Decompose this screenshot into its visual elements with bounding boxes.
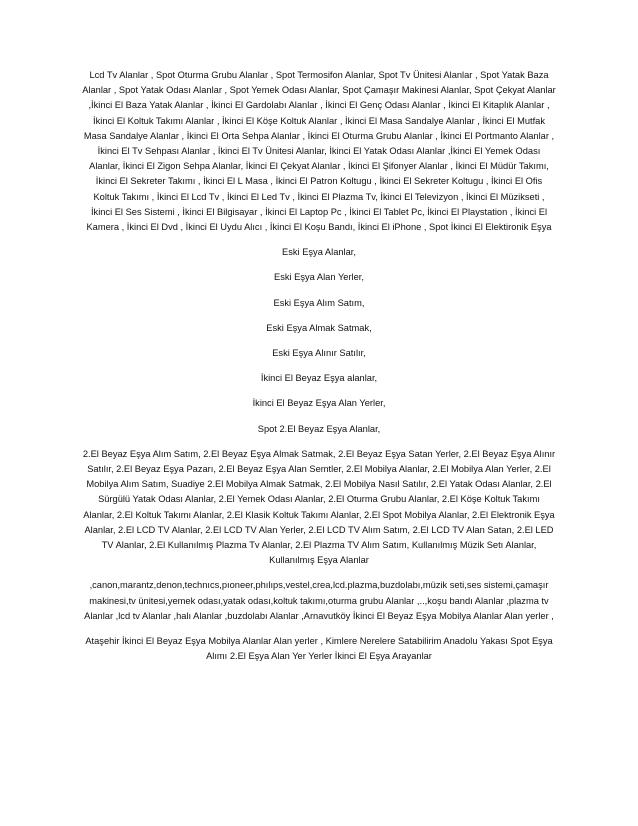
document-page [82, 68, 556, 665]
second-paragraph: 2.El Beyaz Eşya Alım Satım, 2.El Beyaz Eşya Almak Satmak, 2.El Beyaz Eşya Satan Yerler, 2.El Beyaz Eşya Alınır Satılır, 2.El Beyaz Eşya Pazarı, 2.El Beyaz Eşya Alan Semtler, 2.El Mobilya Alanlar, 2.El Mobilya Alan Yerler, 2.El Mobilya Alım Satım, Suadiye 2.El Mobilya Almak Satmak, 2.El Mobilya Nasıl Satılır, 2.El Yatak Odası Alanlar, 2.El Sürgülü Yatak Odası Alanlar, 2.El Yemek Odası Alanlar, 2.El Oturma Grubu Alanlar, 2.El Köşe Koltuk Takımı Alanlar, 2.El Koltuk Takımı Alanlar, 2.El Klasik Koltuk Takımı Alanlar, 2.El Spot Mobilya Alanlar, 2.El Elektronik Eşya Alanlar, 2.El LCD TV Alanlar, 2.El LCD TV Alan Yerler, 2.El LCD TV Alım Satım, 2.El LCD TV Alan Satan, 2.El LED TV Alanlar, 2.El Kullanılmış Plazma Tv Alanlar, 2.El Plazma TV Alım Satım, Kullanılmış Müzik Setı Alanlar, Kullanılmış Eşya Alanlar [82, 448, 556, 566]
heading-line: Eski Eşya Alanlar, [282, 247, 356, 258]
heading-line: Eski Eşya Alan Yerler, [274, 272, 364, 283]
heading-line: İkinci El Beyaz Eşya alanlar, [260, 373, 378, 384]
heading-line: Eski Eşya Alım Satım, [273, 297, 365, 308]
heading-line: Eski Eşya Alınır Satılır, [272, 348, 366, 359]
heading-line: Eski Eşya Almak Satmak, [266, 322, 372, 333]
intro-paragraph: Lcd Tv Alanlar , Spot Oturma Grubu Alanlar , Spot Termosifon Alanlar, Spot Tv Ünitesi Alanlar , Spot Yatak Baza Alanlar , Spot Yatak Odası Alanlar , Spot Yemek Odası Alanlar, Spot Çamaşır Makinesi Alanlar, Spot Çekyat Alanlar ,İkinci El Baza Yatak Alanlar , İkinci El Gardolabı Alanlar , İkinci El Genç Odası Alanlar , İkinci El Kitaplık Alanlar , İkinci El Koltuk Takımı Alanlar , İkinci El Köşe Koltuk Alanlar , İkinci El Masa Sandalye Alanlar , İkinci El Mutfak Masa Sandalye Alanlar , İkinci El Orta Sehpa Alanlar , İkinci El Oturma Grubu Alanlar , İkinci El Portmanto Alanlar , İkinci El Tv Sehpası Alanlar , İkinci El Tv Ünitesi Alanlar, İkinci El Yatak Odası Alanlar ,İkinci El Yemek Odası Alanlar, İkinci El Zigon Sehpa Alanlar, İkinci El Çekyat Alanlar , İkinci El Şifonyer Alanlar , İkinci El Müdür Takımı, İkinci El Sekreter Takımı , İkinci El L Masa , İkinci El Patron Koltugu , İkinci El Sekreter Koltugu , İkinci El Ofis Koltuk Takımı , İkinci El Lcd Tv , İkinci El Led Tv , İkinci El Plazma Tv, İkinci El Televizyon , İkinci El Müzikseti , İkinci El Ses Sistemi , İkinci El Bilgisayar , İkinci El Laptop Pc , İkinci El Tablet Pc, İkinci El Playstation , İkinci El Kamera , İkinci El Dvd , İkinci El Uydu Alıcı , İkinci El Koşu Bandı, İkinci El iPhone , Spot İkinci El Elektironik Eşya [82, 70, 556, 233]
heading-line: İkinci El Beyaz Eşya Alan Yerler, [252, 398, 386, 409]
closing-paragraph: Ataşehir İkinci El Beyaz Eşya Mobilya Alanlar Alan yerler , Kimlere Nerelere Satabilirim Anadolu Yakası Spot Eşya Alımı 2.El Eşya Alan Yer Yerler İkinci El Eşya Arayanlar [85, 636, 553, 662]
heading-line: Spot 2.El Beyaz Eşya Alanlar, [257, 423, 381, 434]
brands-paragraph: ,canon,marantz,denon,technıcs,pıoneer,phılıps,vestel,crea,lcd.plazma,buzdolabı,müzik seti,ses sistemi,çamaşır makinesi,tv ünitesi,yemek odası,yatak odası,koltuk takımı,oturma grubu Alanlar ,..,koşu bandı Alanlar ,plazma tv Alanlar ,lcd tv Alanlar ,halı Alanlar ,buzdolabı Alanlar ,Arnavutköy İkinci El Beyaz Eşya Mobilya Alanlar Alan yerler , [84, 580, 554, 621]
